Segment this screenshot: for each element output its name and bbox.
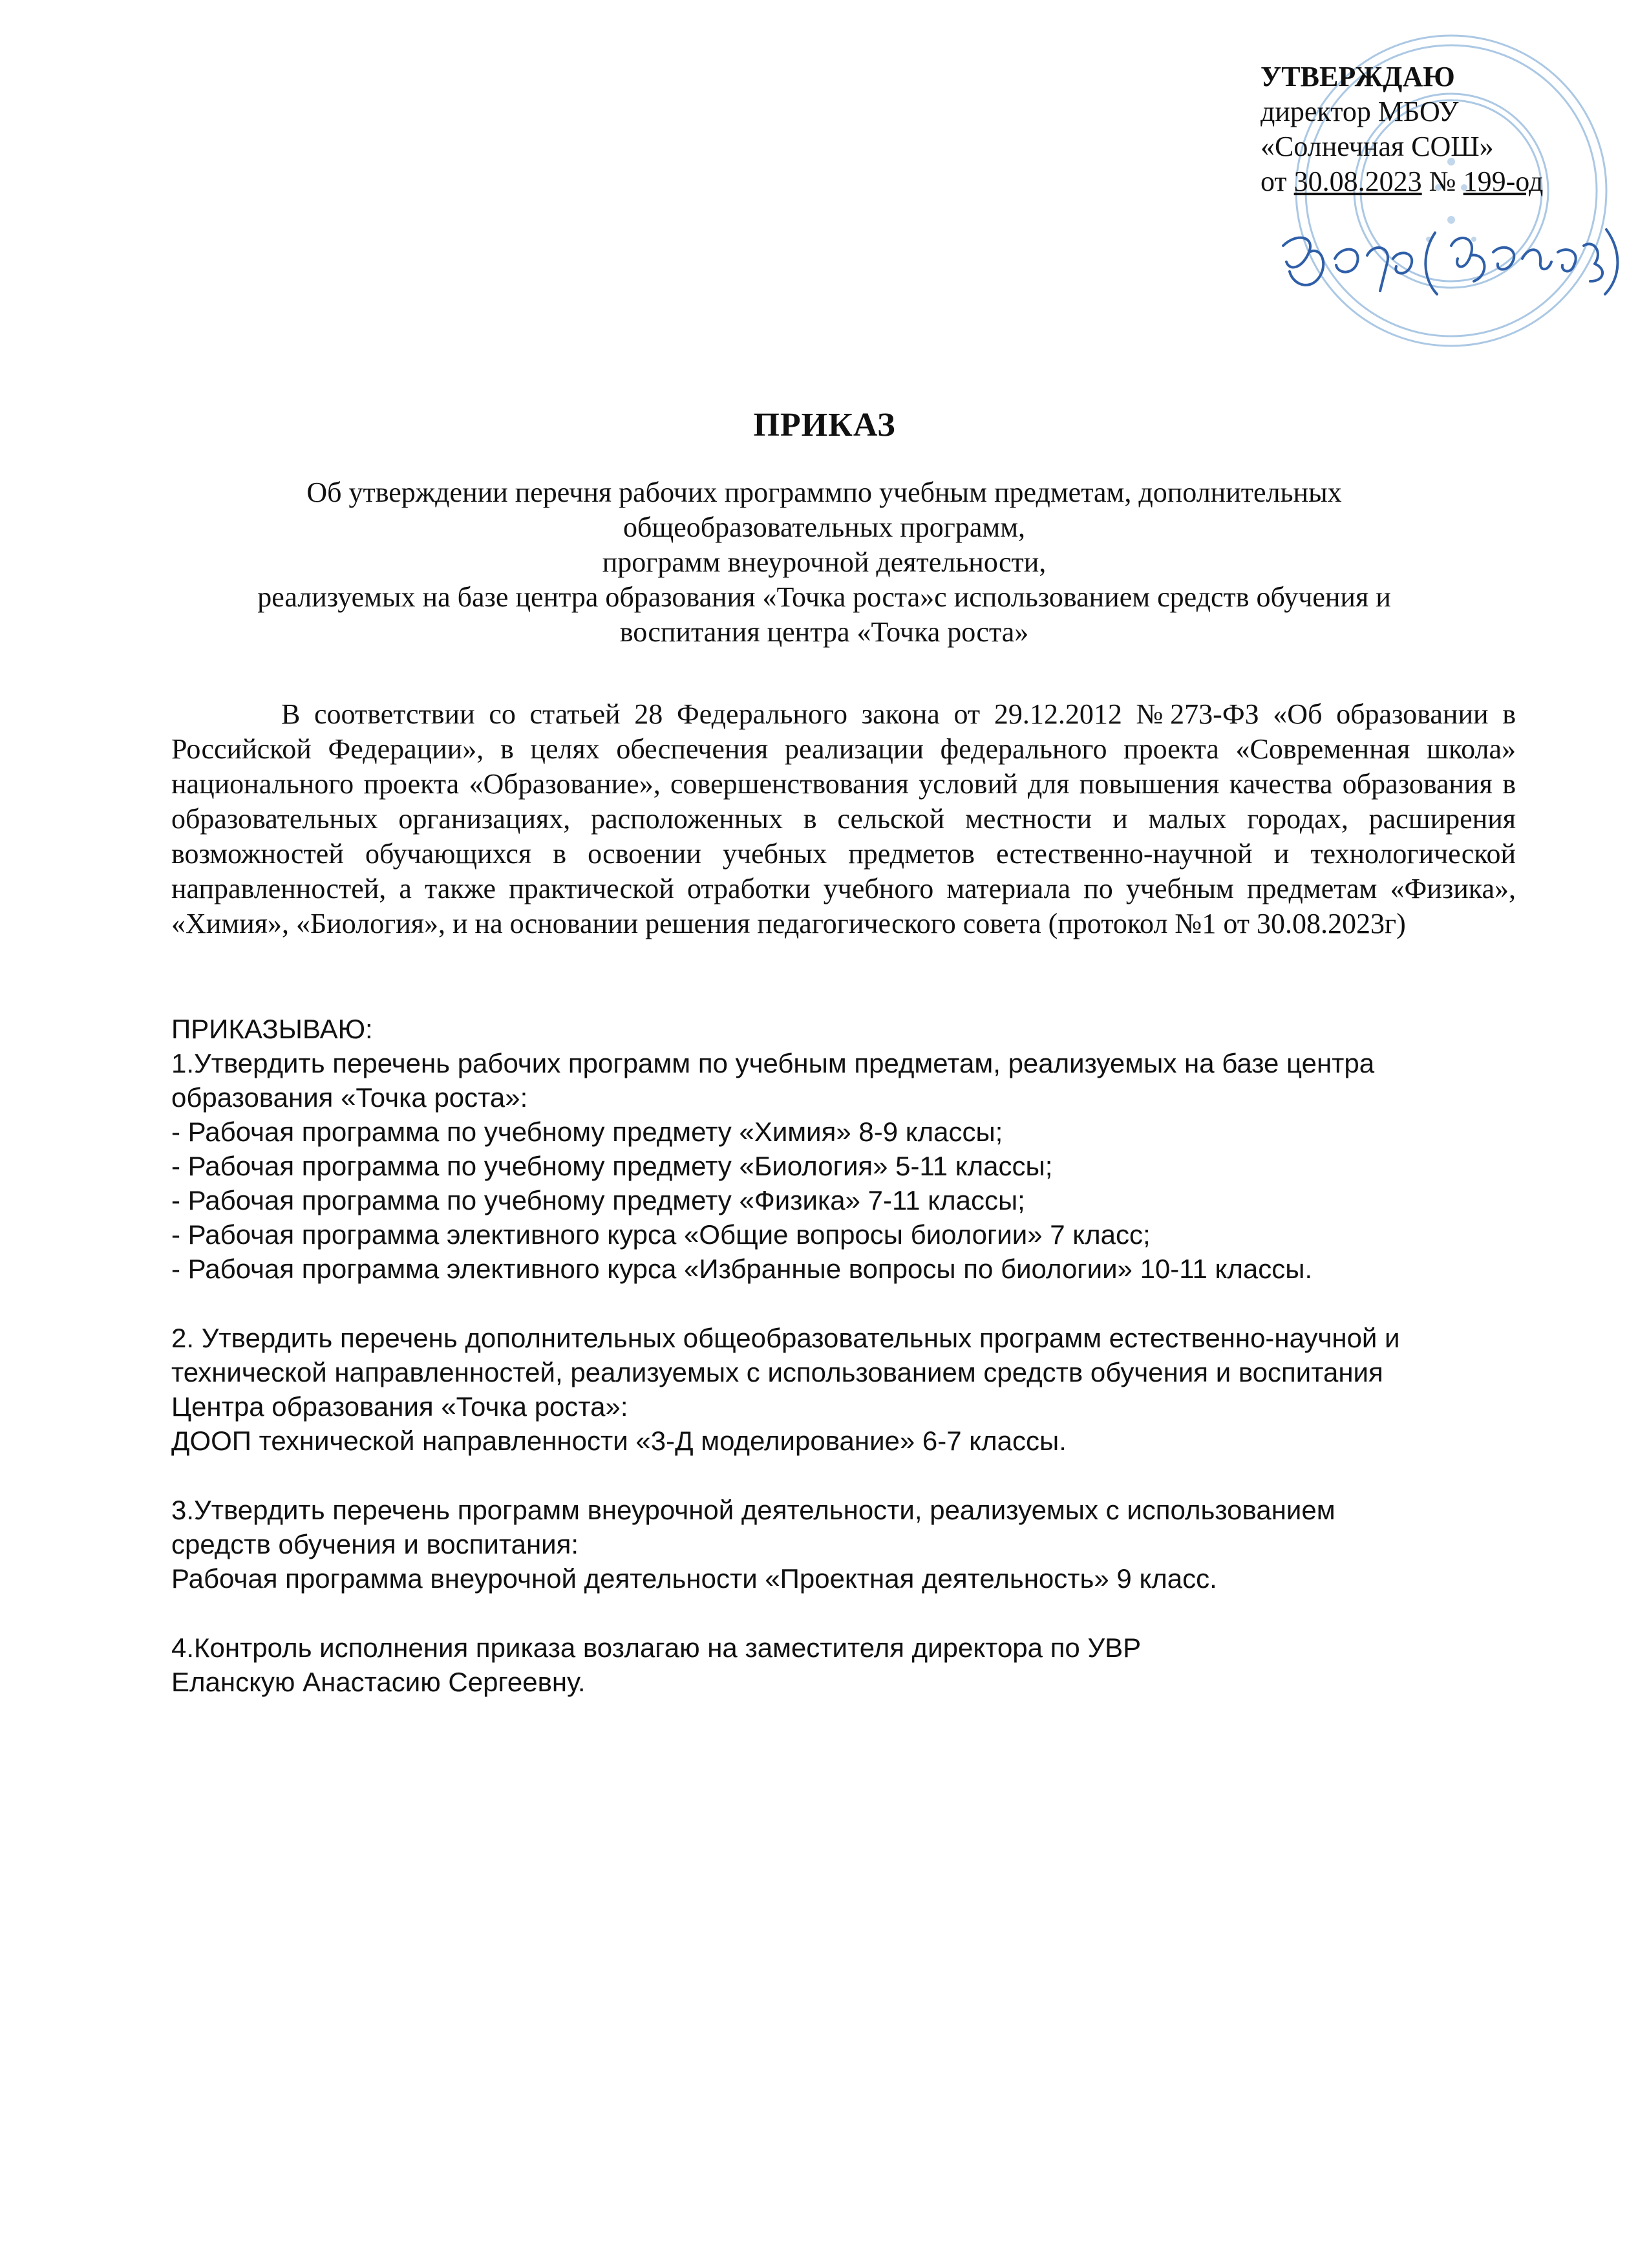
approval-organization: «Солнечная СОШ» (1261, 131, 1494, 162)
item-4-line: Еланскую Анастасию Сергеевну. (171, 1667, 586, 1697)
list-item: - Рабочая программа элективного курса «Общие вопросы биологии» 7 класс; (171, 1219, 1151, 1250)
spacer (171, 1286, 1529, 1321)
approval-block (1261, 59, 1622, 199)
approval-title: УТВЕРЖДАЮ (1261, 61, 1455, 92)
item-2-line: Центра образования «Точка роста»: (171, 1391, 628, 1422)
list-item: - Рабочая программа по учебному предмету «Химия» 8-9 классы; (171, 1117, 1003, 1147)
approval-date-prefix: от (1261, 166, 1294, 197)
document-title: ПРИКАЗ (753, 407, 896, 444)
subject-line: Об утверждении перечня рабочих программпо учебным предметам, дополнительных (306, 476, 1342, 508)
subject-line: воспитания центра «Точка роста» (619, 616, 1029, 648)
item-4-line: 4.Контроль исполнения приказа возлагаю на заместителя директора по УВР (171, 1632, 1142, 1663)
list-item: - Рабочая программа по учебному предмету «Физика» 7-11 классы; (171, 1185, 1025, 1215)
signature-icon (1264, 207, 1626, 304)
order-body (171, 1012, 1529, 1699)
subject-line: программ внеурочной деятельности, (602, 546, 1047, 578)
order-subject (162, 475, 1487, 650)
subject-line: реализуемых на базе центра образования «Точка роста»с использованием средств обучения и (257, 581, 1391, 613)
list-item: - Рабочая программа по учебному предмету «Биология» 5-11 классы; (171, 1151, 1053, 1181)
list-item: - Рабочая программа элективного курса «Избранные вопросы по биологии» 10-11 классы. (171, 1254, 1313, 1284)
item-3-line: Рабочая программа внеурочной деятельности «Проектная деятельность» 9 класс. (171, 1563, 1217, 1594)
approval-number: 199-од (1463, 166, 1544, 197)
item-2-line: технической направленностей, реализуемых с использованием средств обучения и воспитания (171, 1357, 1383, 1387)
order-preamble: В соответствии со статьей 28 Федерального закона от 29.12.2012 №273-ФЗ «Об образовании в Российской Федерации», в целях обеспечения реализации федерального проекта «Современная школа» национального проекта «Образование», совершенствования условий для повышения качества образования в образовательных организациях, расположенных в сельской местности и малых городах, расширения возможностей обучающихся в освоении учебных предметов естественно-научной и технологической направленностей, а также практической отработки учебного материала по учебным предметам «Физика», «Химия», «Биология», и на основании решения педагогического совета (протокол №1 от 30.08.2023г) (171, 698, 1516, 939)
spacer (171, 1596, 1529, 1631)
item-2-line: ДООП технической направленности «3-Д моделирование» 6-7 классы. (171, 1426, 1067, 1456)
item-1-heading-cont: образования «Точка роста»: (171, 1082, 528, 1113)
approval-position: директор МБОУ (1261, 96, 1459, 127)
approval-number-prefix: № (1421, 166, 1463, 197)
approval-date: 30.08.2023 (1293, 166, 1422, 197)
subject-line: общеобразовательных программ, (622, 511, 1026, 543)
item-2-line: 2. Утвердить перечень дополнительных общеобразовательных программ естественно-научной и (171, 1323, 1400, 1353)
approval-date-line (1261, 164, 1622, 199)
order-command: ПРИКАЗЫВАЮ: (171, 1014, 373, 1044)
spacer (171, 1458, 1529, 1493)
item-3-line: 3.Утвердить перечень программ внеурочной деятельности, реализуемых с использованием (171, 1495, 1335, 1525)
item-1-heading: 1.Утвердить перечень рабочих программ по учебным предметам, реализуемых на базе центра (171, 1048, 1375, 1078)
item-3-line: средств обучения и воспитания: (171, 1529, 579, 1559)
